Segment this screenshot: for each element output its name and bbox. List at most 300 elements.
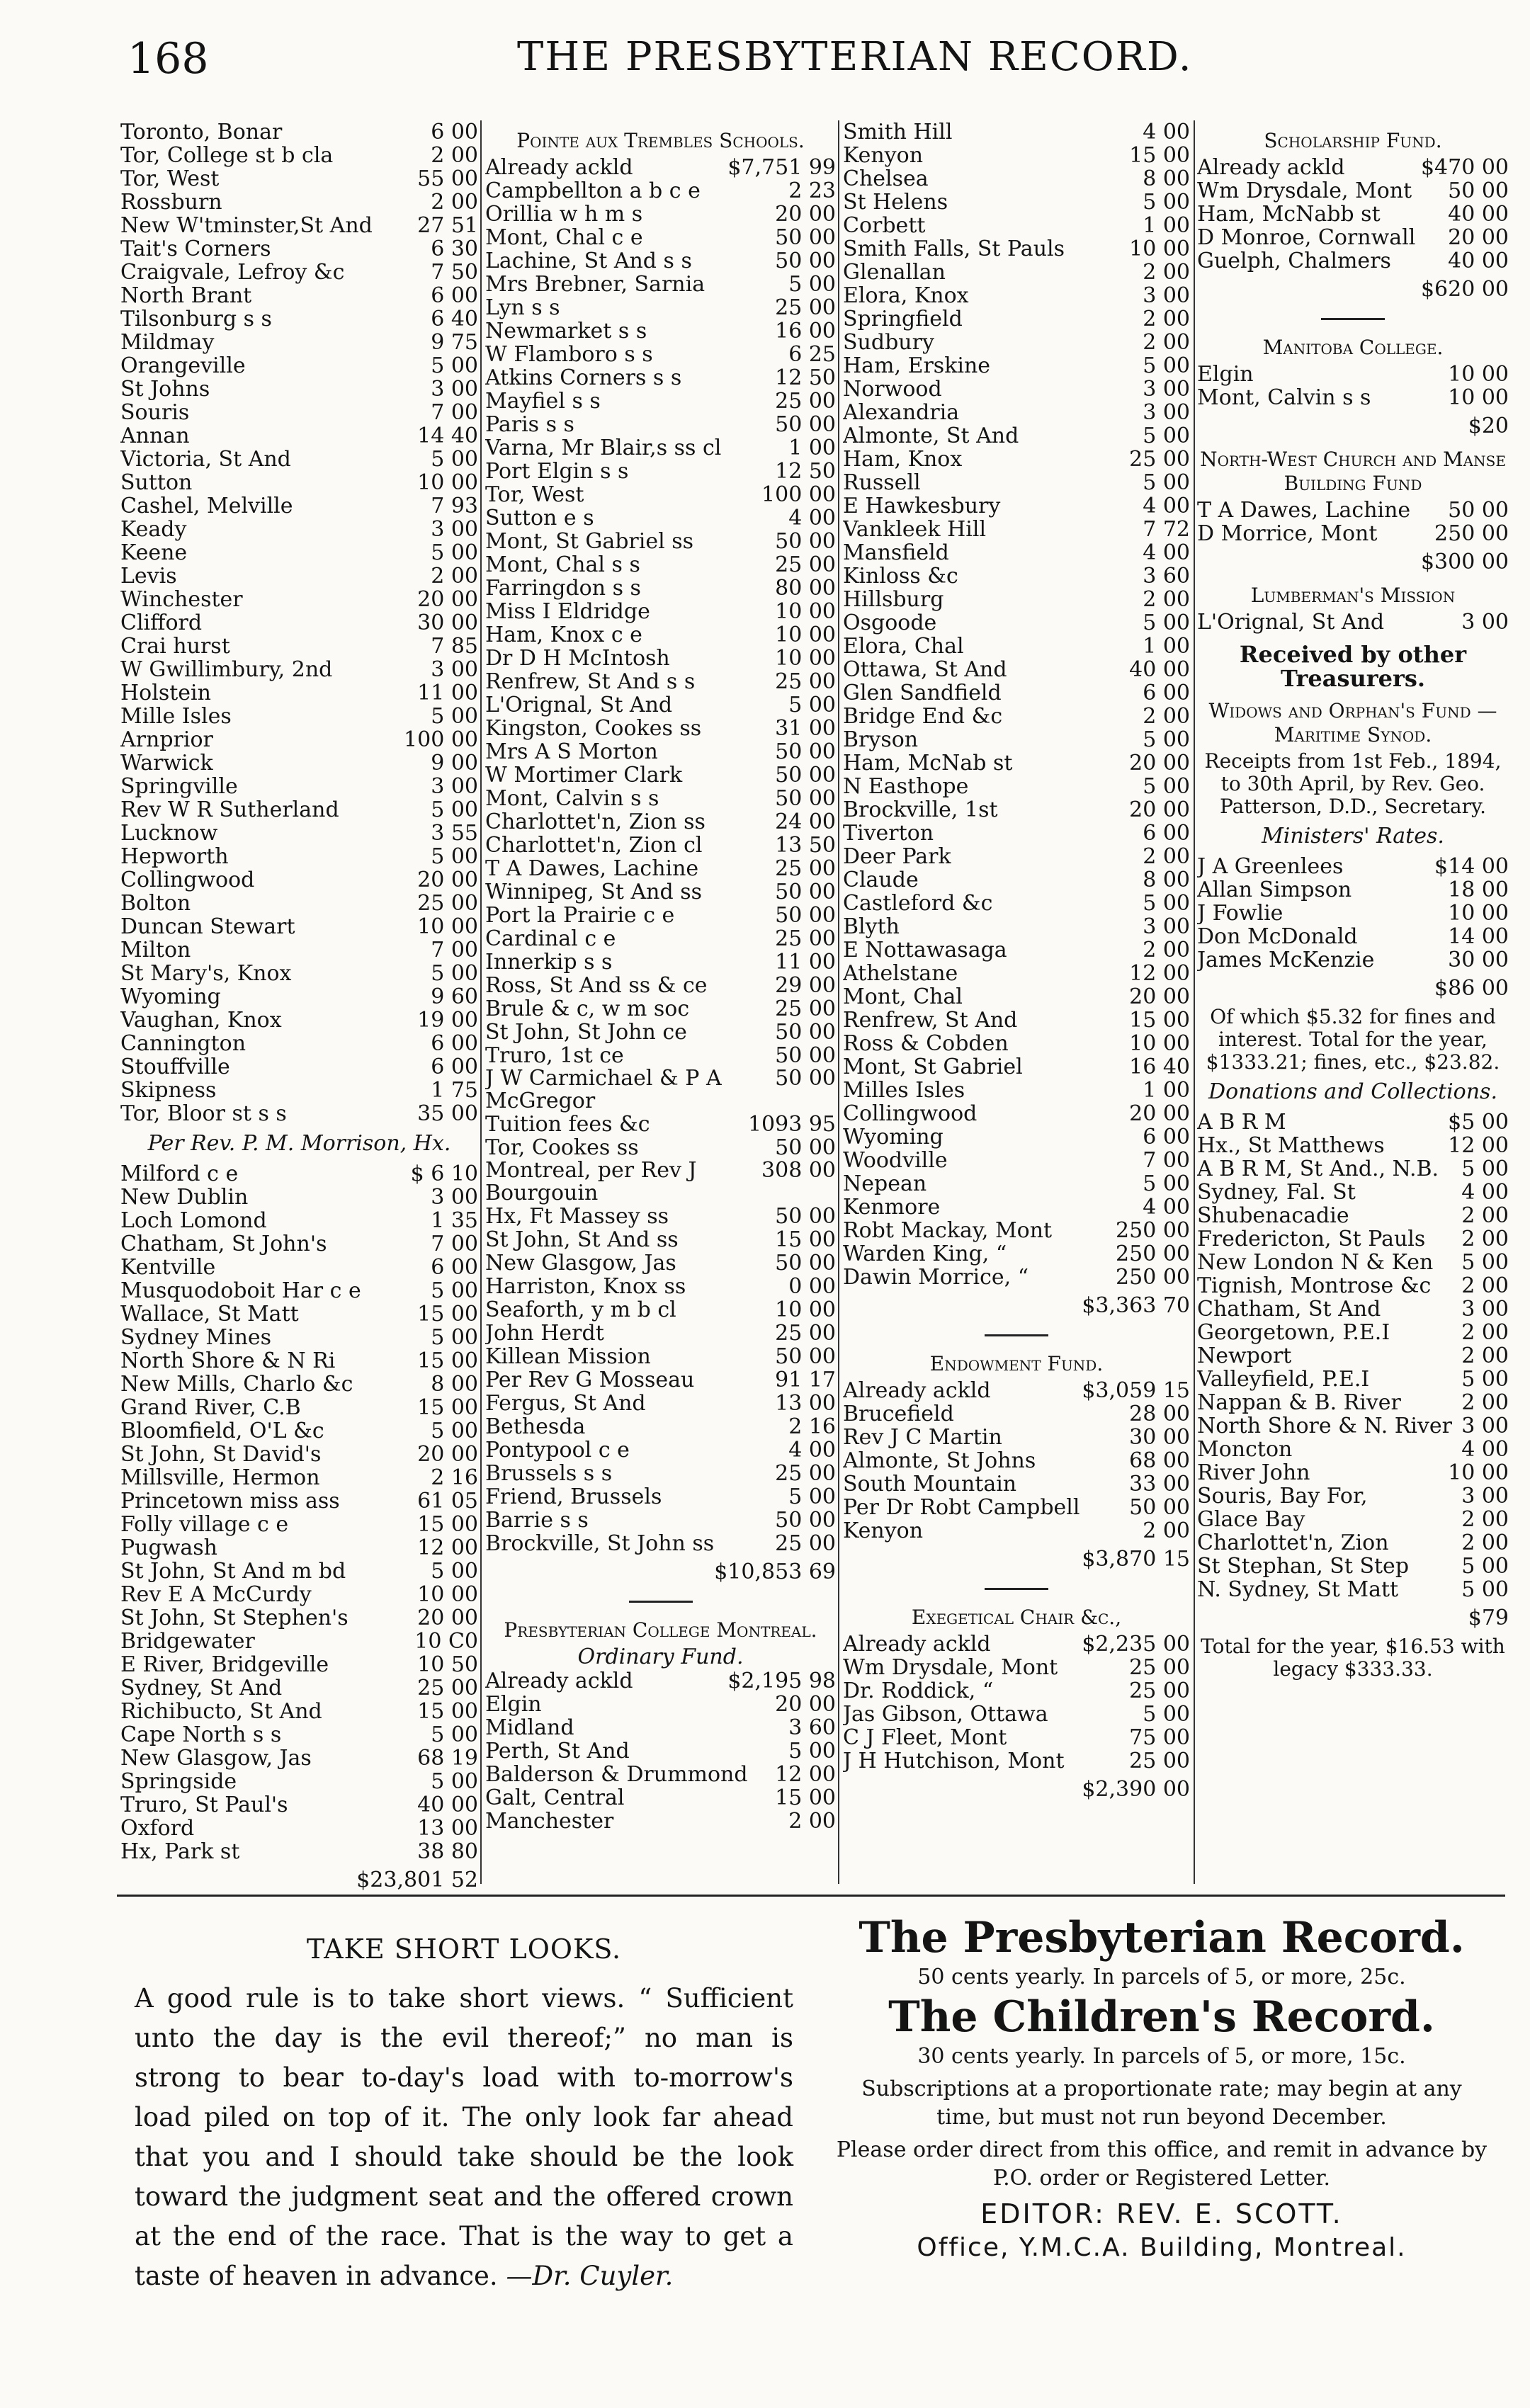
row-amount: 3 00: [1143, 914, 1190, 939]
row-label: Hepworth: [120, 845, 229, 868]
table-row: [843, 518, 1190, 541]
row-amount: 25 00: [775, 1531, 836, 1556]
row-label: Sydney, Fal. St: [1197, 1181, 1356, 1204]
table-row: [485, 1415, 836, 1438]
entries-col1-part1: [120, 120, 478, 1125]
row-label: Wyoming: [843, 1125, 944, 1149]
table-row: [1197, 1531, 1509, 1555]
row-amount: 10 00: [1129, 237, 1190, 261]
table-row: [843, 284, 1190, 307]
row-label: J H Hutchison, Mont: [843, 1749, 1065, 1773]
table-row: [485, 834, 836, 857]
row-amount: 250 00: [1116, 1265, 1190, 1290]
row-label: Bridgewater: [120, 1630, 255, 1653]
table-row: [843, 167, 1190, 191]
table-row: [1197, 1461, 1509, 1484]
row-label: Clifford: [120, 611, 203, 635]
row-amount: 15 00: [775, 1227, 836, 1252]
table-row: [1197, 179, 1509, 203]
row-amount: 5 00: [1143, 774, 1190, 799]
row-amount: 50 00: [775, 1251, 836, 1276]
row-label: Oxford: [120, 1817, 195, 1840]
row-label: Fergus, St And: [485, 1392, 646, 1415]
table-row: [485, 693, 836, 717]
table-row: [120, 237, 478, 261]
row-label: Ham, Erskine: [843, 354, 991, 377]
table-row: [120, 191, 478, 214]
row-amount: 20 00: [1129, 1101, 1190, 1126]
row-amount: 4 00: [1461, 1180, 1509, 1205]
table-row: [1197, 1344, 1509, 1368]
table-row: [843, 494, 1190, 518]
table-row: [843, 1009, 1190, 1032]
table-row: [485, 880, 836, 904]
row-amount: 68 00: [1129, 1448, 1190, 1473]
table-row: [120, 681, 478, 705]
table-row: [120, 1560, 478, 1583]
row-label: Dr D H McIntosh: [485, 647, 670, 670]
row-amount: 10 00: [1448, 385, 1509, 410]
article-body: [135, 1979, 793, 2296]
table-row: [843, 658, 1190, 681]
table-row: [485, 997, 836, 1021]
table-row: [120, 1466, 478, 1489]
row-amount: 7 50: [431, 260, 478, 285]
heading-presbyterian-college: Presbyterian College Montreal.: [504, 1618, 817, 1642]
row-label: A B R M: [1197, 1111, 1286, 1134]
row-label: Grand River, C.B: [120, 1396, 301, 1419]
table-row: [485, 553, 836, 577]
row-label: Springfield: [843, 307, 963, 331]
row-amount: 1 00: [1143, 634, 1190, 659]
entries-exegetical: [843, 1632, 1190, 1773]
table-row: [843, 1032, 1190, 1055]
row-label: Bethesda: [485, 1415, 586, 1438]
table-row: [1197, 1578, 1509, 1601]
row-amount: 4 00: [1143, 540, 1190, 565]
row-amount: 10 00: [1448, 1460, 1509, 1485]
row-label: Tignish, Montrose &c: [1197, 1274, 1432, 1297]
row-amount: 25 00: [1129, 1655, 1190, 1680]
order-note: Please order direct from this office, and remit in advance by P.O. order or Registered Letter.: [836, 2137, 1488, 2191]
row-amount: 5 00: [1143, 424, 1190, 448]
row-label: Brule & c, w m soc: [485, 997, 690, 1021]
row-amount: 15 00: [775, 1785, 836, 1810]
row-label: D Morrice, Mont: [1197, 522, 1378, 545]
row-label: Kenyon: [843, 1519, 924, 1543]
row-label: Mont, Chal: [843, 985, 963, 1009]
row-label: Pugwash: [120, 1536, 217, 1560]
subheading-morrison: Per Rev. P. M. Morrison, Hx.: [147, 1131, 451, 1156]
row-label: Pontypool c e: [485, 1438, 630, 1462]
row-amount: 20 00: [1129, 797, 1190, 822]
row-label: St John, St And ss: [485, 1228, 679, 1251]
row-label: Bolton: [120, 892, 191, 915]
row-amount: 20 00: [1129, 984, 1190, 1009]
row-amount: 33 00: [1129, 1472, 1190, 1497]
row-amount: 2 00: [1461, 1320, 1509, 1345]
table-row: [120, 1396, 478, 1419]
row-amount: 6 00: [431, 1031, 478, 1056]
presbyterian-record-price: 50 cents yearly. In parcels of 5, or more, 25c.: [917, 1965, 1406, 1989]
row-label: Deer Park: [843, 845, 951, 868]
table-row: [843, 1679, 1190, 1703]
receipts-note: Receipts from 1st Feb., 1894, to 30th April, by Rev. Geo. Patterson, D.D., Secretary.: [1204, 749, 1502, 818]
row-label: Mont, Chal s s: [485, 553, 640, 577]
column-divider: [480, 120, 482, 1884]
row-label: Annan: [120, 424, 190, 448]
row-label: Glen Sandfield: [843, 681, 1002, 705]
table-row: [1197, 610, 1509, 634]
table-row: [485, 1763, 836, 1786]
row-label: Russell: [843, 471, 921, 494]
table-row: [485, 1716, 836, 1739]
table-row: [120, 1373, 478, 1396]
row-label: St Helens: [843, 191, 948, 214]
row-amount: 5 00: [1461, 1367, 1509, 1392]
row-amount: 7 93: [431, 494, 478, 518]
row-label: Friend, Brussels: [485, 1485, 662, 1509]
row-amount: 15 00: [417, 1512, 478, 1537]
row-label: Sutton e s: [485, 506, 594, 530]
row-label: Seaforth, y m b cl: [485, 1298, 676, 1322]
table-row: [120, 354, 478, 377]
row-label: Lucknow: [120, 822, 218, 845]
table-row: [1197, 1555, 1509, 1578]
row-amount: 15 00: [417, 1348, 478, 1373]
row-amount: 4 00: [1143, 120, 1190, 144]
row-label: Already ackld: [485, 156, 633, 179]
row-label: Arnprior: [120, 728, 213, 751]
table-row: [120, 775, 478, 798]
table-row: [120, 448, 478, 471]
row-amount: 6 00: [431, 120, 478, 144]
row-label: Tuition fees &c: [485, 1113, 650, 1136]
column-4: [1197, 120, 1509, 1891]
row-amount: 30 00: [417, 610, 478, 635]
row-amount: 27 51: [417, 213, 478, 238]
table-row: [120, 518, 478, 541]
row-amount: 50 00: [775, 763, 836, 788]
row-label: Princetown miss ass: [120, 1489, 340, 1513]
row-label: Port Elgin s s: [485, 460, 629, 483]
row-label: James McKenzie: [1197, 948, 1375, 972]
row-label: Cannington: [120, 1032, 246, 1055]
row-label: St Mary's, Knox: [120, 962, 292, 985]
row-amount: 20 00: [417, 1442, 478, 1467]
row-amount: 19 00: [417, 1008, 478, 1033]
row-amount: 5 00: [431, 1559, 478, 1584]
table-row: [120, 1536, 478, 1560]
row-amount: 0 00: [788, 1274, 836, 1299]
entries-col3-part1: [843, 120, 1190, 1289]
row-label: New Mills, Charlo &c: [120, 1373, 353, 1396]
table-row: [485, 763, 836, 787]
row-label: Fredericton, St Pauls: [1197, 1227, 1426, 1251]
row-amount: 50 00: [775, 1135, 836, 1160]
row-label: Rossburn: [120, 191, 222, 214]
row-label: Victoria, St And: [120, 448, 291, 471]
row-amount: 9 60: [431, 984, 478, 1009]
row-amount: 2 00: [1143, 330, 1190, 355]
row-amount: 2 16: [788, 1414, 836, 1439]
entries-col2-part3: [485, 1205, 836, 1555]
row-label: Osgoode: [843, 611, 937, 635]
table-row: [485, 740, 836, 763]
row-amount: 5 00: [431, 797, 478, 822]
row-label: Elora, Knox: [843, 284, 969, 307]
row-label: D Monroe, Cornwall: [1197, 226, 1416, 249]
table-row: [843, 144, 1190, 167]
row-amount: 50 00: [775, 1204, 836, 1229]
row-amount: 3 00: [431, 774, 478, 799]
table-row: [843, 728, 1190, 751]
table-row: [843, 915, 1190, 938]
table-row: [843, 892, 1190, 915]
row-label: Kingston, Cookes ss: [485, 717, 702, 740]
table-row: [485, 857, 836, 880]
row-amount: 31 00: [775, 716, 836, 741]
row-label: Sutton: [120, 471, 193, 494]
row-label: Chatham, St And: [1197, 1297, 1381, 1321]
row-label: Duncan Stewart: [120, 915, 295, 938]
table-row: [843, 448, 1190, 471]
row-label: Almonte, St Johns: [843, 1449, 1036, 1472]
table-row: [120, 751, 478, 775]
row-label: New Dublin: [120, 1186, 249, 1209]
column-2-total: $10,853 69: [714, 1560, 836, 1584]
row-amount: 5 00: [1143, 891, 1190, 916]
table-row: [843, 798, 1190, 822]
row-label: Hx, Ft Massey ss: [485, 1205, 669, 1228]
row-label: Mrs Brebner, Sarnia: [485, 273, 706, 296]
divider: [985, 1588, 1048, 1590]
table-row: [120, 915, 478, 938]
row-amount: 3 00: [1143, 283, 1190, 308]
exegetical-total: $2,390 00: [1082, 1777, 1190, 1802]
row-label: Cape North s s: [120, 1723, 282, 1747]
table-row: [843, 1749, 1190, 1773]
row-label: South Mountain: [843, 1472, 1017, 1496]
row-label: Brussels s s: [485, 1462, 613, 1485]
row-label: Barrie s s: [485, 1509, 589, 1532]
table-row: [120, 144, 478, 167]
page-number: 168: [128, 34, 209, 84]
row-amount: 50 00: [1448, 498, 1509, 523]
row-amount: 8 00: [431, 1372, 478, 1397]
table-row: [120, 331, 478, 354]
row-amount: 5 00: [788, 693, 836, 717]
entries-college-fund: [485, 1669, 836, 1833]
row-amount: 11 00: [417, 681, 478, 705]
table-row: [843, 191, 1190, 214]
row-amount: 15 00: [417, 1699, 478, 1724]
row-label: Mont, Chal c e: [485, 226, 643, 249]
row-amount: 2 00: [431, 564, 478, 589]
table-row: [1197, 878, 1509, 902]
row-amount: 2 00: [1143, 844, 1190, 869]
row-amount: 25 00: [417, 1676, 478, 1700]
table-row: [120, 120, 478, 144]
row-label: Rev E A McCurdy: [120, 1583, 312, 1606]
row-amount: 5 00: [1143, 610, 1190, 635]
row-label: Jas Gibson, Ottawa: [843, 1703, 1048, 1726]
row-label: Per Dr Robt Campbell: [843, 1496, 1080, 1519]
row-amount: 28 00: [1129, 1402, 1190, 1426]
row-amount: 5 00: [431, 1722, 478, 1747]
row-label: Ham, McNabb st: [1197, 203, 1381, 226]
row-amount: 5 00: [431, 704, 478, 729]
row-label: N Easthope: [843, 775, 969, 798]
row-amount: $3,059 15: [1082, 1378, 1190, 1403]
row-amount: 9 75: [431, 330, 478, 355]
row-label: Moncton: [1197, 1438, 1293, 1461]
row-amount: 50 00: [775, 903, 836, 928]
row-label: Souris, Bay For,: [1197, 1484, 1368, 1508]
row-label: Robt Mackay, Mont: [843, 1219, 1053, 1242]
row-label: Newport: [1197, 1344, 1292, 1368]
row-amount: 50 00: [775, 1344, 836, 1369]
row-amount: 50 00: [775, 225, 836, 250]
table-row: [843, 705, 1190, 728]
row-amount: 10 50: [417, 1652, 478, 1677]
row-label: New London N & Ken: [1197, 1251, 1434, 1274]
table-row: [120, 167, 478, 191]
row-label: Castleford &c: [843, 892, 993, 915]
contributions-tables: [120, 120, 1509, 1891]
table-row: [1197, 156, 1509, 179]
table-row: [485, 927, 836, 950]
row-amount: 6 00: [1143, 821, 1190, 846]
table-row: [485, 1485, 836, 1509]
table-row: [120, 1326, 478, 1349]
row-amount: 5 00: [431, 1278, 478, 1303]
table-row: [120, 728, 478, 751]
row-amount: 25 00: [775, 1321, 836, 1346]
row-label: Corbett: [843, 214, 926, 237]
row-label: Lachine, St And s s: [485, 249, 692, 273]
table-row: [120, 798, 478, 822]
row-amount: 12 00: [1448, 1133, 1509, 1158]
row-label: Blyth: [843, 915, 900, 938]
row-label: Keene: [120, 541, 188, 564]
row-label: Midland: [485, 1716, 574, 1739]
table-row: [120, 1793, 478, 1817]
table-row: [1197, 1484, 1509, 1508]
table-row: [120, 1817, 478, 1840]
table-row: [485, 436, 836, 460]
row-label: St Stephan, St Step: [1197, 1555, 1410, 1578]
heading-lumbermans-mission: Lumberman's Mission: [1250, 584, 1456, 607]
table-row: [485, 1275, 836, 1298]
row-amount: $2,235 00: [1082, 1632, 1190, 1657]
row-amount: 3 00: [1143, 400, 1190, 425]
row-label: J Fowlie: [1197, 902, 1284, 925]
table-row: [120, 1186, 478, 1209]
heading-manitoba-college: Manitoba College.: [1262, 336, 1444, 359]
table-row: [120, 611, 478, 635]
table-row: [843, 845, 1190, 868]
row-amount: 5 00: [1143, 353, 1190, 378]
row-label: North Shore & N. River: [1197, 1414, 1452, 1438]
table-row: [485, 1532, 836, 1555]
table-row: [843, 1379, 1190, 1402]
row-amount: 8 00: [1143, 868, 1190, 892]
table-row: [1197, 1297, 1509, 1321]
table-row: [120, 962, 478, 985]
table-row: [485, 1392, 836, 1415]
subscription-notice: [836, 1912, 1488, 2265]
table-row: [1197, 1321, 1509, 1344]
row-amount: $470 00: [1420, 155, 1509, 180]
table-row: [485, 1159, 836, 1205]
table-row: [843, 331, 1190, 354]
table-row: [843, 354, 1190, 377]
row-label: Winnipeg, St And ss: [485, 880, 703, 904]
row-amount: 50 00: [1129, 1495, 1190, 1520]
table-row: [843, 1632, 1190, 1656]
table-row: [485, 1438, 836, 1462]
row-label: Cardinal c e: [485, 927, 616, 950]
row-label: Renfrew, St And s s: [485, 670, 696, 693]
fines-note: Of which $5.32 for fines and interest. Total for the year, $1333.21; fines, etc., $23.82.: [1206, 1005, 1500, 1074]
row-label: Springside: [120, 1770, 237, 1793]
table-row: [485, 1462, 836, 1485]
row-amount: 3 60: [1143, 564, 1190, 589]
subscriptions-note: Subscriptions at a proportionate rate; may begin at any time, but must not run beyond December.: [861, 2077, 1462, 2130]
column-3-total: $3,363 70: [1082, 1293, 1190, 1318]
row-amount: 50 00: [775, 1043, 836, 1068]
table-row: [120, 938, 478, 962]
article-text: A good rule is to take short views. “ Sufficient unto the day is the evil thereof;” no man is strong to bear to-day's load with to-morrow's load piled on top of it. The only look far ahead that you and I should take should be the look toward the judgment seat and the offered crown at the end of the race. That is the way to get a taste of heaven in advance.: [135, 1983, 793, 2291]
table-row: [843, 938, 1190, 962]
row-amount: 3 00: [1143, 377, 1190, 402]
table-row: [843, 635, 1190, 658]
row-label: Warden King, “: [843, 1242, 1007, 1266]
row-amount: 15 00: [417, 1302, 478, 1327]
row-label: Tor, College st b cla: [120, 144, 334, 167]
row-label: Mont, Calvin s s: [485, 787, 659, 810]
table-row: [843, 1726, 1190, 1749]
table-row: [843, 541, 1190, 564]
row-label: Montreal, per Rev J Bourgouin: [485, 1159, 697, 1205]
subheading-ordinary-fund: Ordinary Fund.: [577, 1645, 744, 1669]
table-row: [1197, 1181, 1509, 1204]
row-amount: 5 00: [1143, 190, 1190, 215]
table-row: [120, 471, 478, 494]
row-amount: 7 72: [1143, 517, 1190, 542]
row-label: Tor, West: [120, 167, 220, 191]
article-author: —Dr. Cuyler.: [506, 2261, 674, 2291]
row-label: Orillia w h m s: [485, 203, 643, 226]
table-row: [1197, 363, 1509, 386]
ministers-rates-total: $86 00: [1434, 976, 1509, 1001]
table-row: [843, 1402, 1190, 1426]
row-label: Folly village c e: [120, 1513, 289, 1536]
row-amount: 5 00: [1461, 1250, 1509, 1275]
column-divider: [838, 120, 839, 1884]
row-amount: 40 00: [1129, 657, 1190, 682]
row-label: Kenmore: [843, 1196, 941, 1219]
row-amount: 15 00: [1129, 143, 1190, 168]
table-row: [843, 681, 1190, 705]
row-label: Kentville: [120, 1256, 216, 1279]
table-row: [1197, 1391, 1509, 1414]
table-row: [485, 319, 836, 343]
row-amount: 29 00: [775, 973, 836, 998]
article-title: TAKE SHORT LOOKS.: [306, 1933, 622, 1965]
row-amount: 35 00: [417, 1101, 478, 1126]
